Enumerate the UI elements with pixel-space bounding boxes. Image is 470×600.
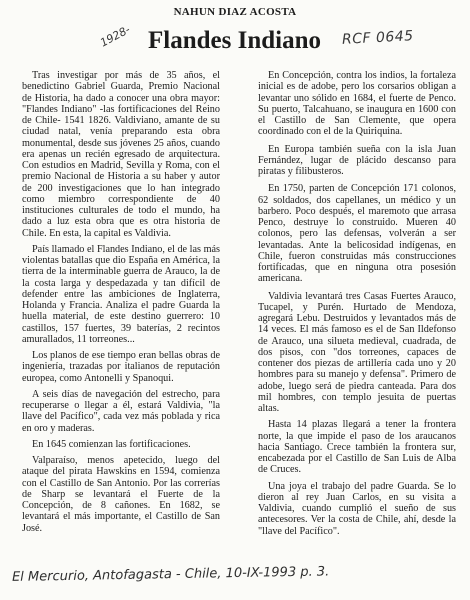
paragraph: Los planos de ese tiempo eran bellas obras de ingeniería, trazadas por italianos de reputación europea, como Antonelli y Spanoqui. xyxy=(22,350,220,384)
paragraph: En Concepción, contra los indios, la fortaleza inicial es de adobe, pero los corsarios obligan a levantar uno sólido en 1684, el fuerte de Penco. Su puerto, Talcahuano, se inaugura en 1600 con el Castillo de San Clemente, que opera coordinado con el de la Quiriquina. xyxy=(258,70,456,138)
article-title: Flandes Indiano xyxy=(148,27,321,54)
paragraph: En Europa también sueña con la isla Juan Fernández, lugar de plácido descanso para piratas y filibusteros. xyxy=(258,143,456,177)
paragraph: En 1645 comienzan las fortificaciones. xyxy=(32,438,191,450)
paragraph: Valdivia levantará tres Casas Fuertes Arauco, Tucapel, y Purén. Hurtado de Mendoza, agregará Lebu. Destruidos y levantados más de 14 veces. El más famoso es el de San Ildefonso de Arauco, una silueta medieval, cuadrada, de dos pisos, con "dos torreones, capaces de contener dos piezas de artillería cada uno y 20 hombres para su manejo y defensa". Primero de adobe, luego será de piedra canteada. Para dos mil hombres, con templo jesuita de puertas altas. xyxy=(258,290,456,414)
paragraph: Una joya el trabajo del padre Guarda. Se lo dieron al rey Juan Carlos, en su visita a Valdivia, cuando cumplió el sueño de sus antecesores. Ver la costa de Chile, ahí, desde la "llave del Pacífico". xyxy=(258,480,456,537)
paragraph: Hasta 14 plazas llegará a tener la frontera norte, la que impide el paso de los araucanos hacia Santiago. Crece también la frontera sur, encabezada por el Castillo de San Luis de Alba de Cruces. xyxy=(258,419,456,476)
paragraph: Valparaíso, menos apetecido, luego del ataque del pirata Hawskins en 1594, comienza con el Castillo de San Antonio. Por las correrías de Sharp se levantará el Fuerte de la Concepción, de 8 cañones. En 1682, se levantará el más importante, el Castillo de San José. xyxy=(22,455,220,534)
author-byline: NAHUN DIAZ ACOSTA xyxy=(173,6,297,18)
paragraph: Tras investigar por más de 35 años, el benedictino Gabriel Guarda, Premio Nacional de Historia, ha dado a conocer una obra mayor: "Flandes Indiano" -las fortificaciones del Reino de Chile- 1541 1826. Valdiviano, amante de su ciudad natal, venía preparando esta obra monumental, desde sus jóvenes 25 años, cuando era apenas un recién egresado de arquitectura. Con estudios en Madrid, Sevilla y Roma, con el premio Nacional de Historia a su haber y autor de 200 investigaciones que lo han integrado como miembro correspondiente de 40 instituciones culturales de todo el mundo, ha dado a luz esta obra que es otra historia de Chile. En esta, la capital es Valdivia. xyxy=(22,70,220,239)
paragraph: País llamado el Flandes Indiano, el de las más violentas batallas que dio España en América, la tierra de la interminable guerra de Arauco, la de la costa larga y despedazada y tan difícil de defender entre las ambiciones de Inglaterra, Holanda y Francia. Analiza el padre Guarda la huella material, de este destino guerrero: 10 castillos, 157 fuertes, 39 baterías, 2 recintos amurallados, 11 torreones... xyxy=(22,243,220,345)
paragraph: En 1750, parten de Concepción 171 colonos, 62 soldados, dos capellanes, un médico y un barbero. Poco después, el maremoto que arrasa Penco, destruye lo construido. Mueren 40 colonos, pero las defensas, volverán a ser levantadas. Ante la belicosidad indígenas, en Chile, fueron construidas más construcciones fortificadas, que en ninguna otra posesión americana. xyxy=(258,183,456,285)
handwritten-source-note: El Mercurio, Antofagasta - Chile, 10-IX-1993 p. 3. xyxy=(11,564,330,585)
left-column xyxy=(22,70,220,539)
right-column xyxy=(258,70,456,542)
handwritten-reference-code: RCF 0645 xyxy=(341,28,415,48)
paragraph: A seis días de navegación del estrecho, para recuperarse o llegar a él, estará Valdivia, "la llave del Pacífico", cada vez más poblada y rica en oro y maderas. xyxy=(22,388,220,434)
handwritten-year-note: 1928- xyxy=(98,22,133,50)
